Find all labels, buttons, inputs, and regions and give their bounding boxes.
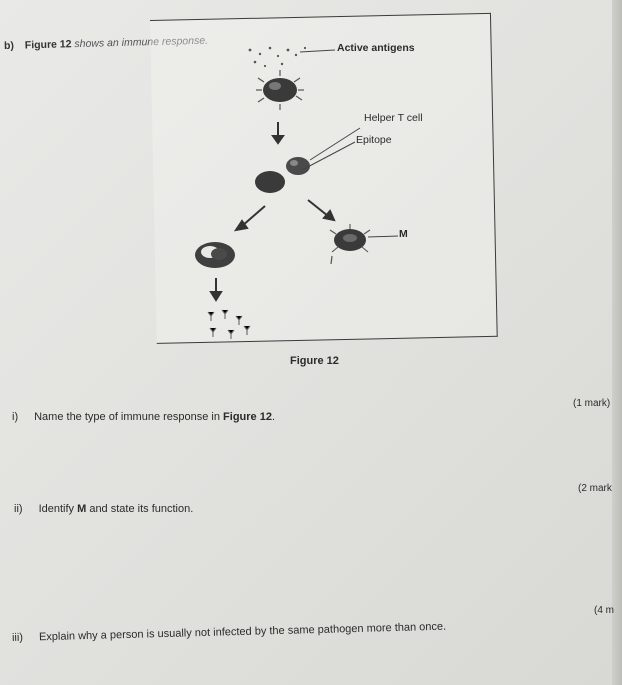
label-epitope: Epitope [356,134,392,146]
question-iii [12,621,446,644]
label-helper-t-cell: Helper T cell [364,112,423,124]
question-ii [14,503,193,515]
marks-i: (1 mark) [573,398,611,409]
arrow-down-2 [211,278,221,300]
question-text-end: . [271,411,276,423]
page-edge [612,0,622,685]
label-m: M [399,228,408,240]
arrow-down-right [308,200,334,220]
immune-response-diagram [150,30,490,350]
question-number: iii) [11,631,24,644]
memory-cell [330,224,370,264]
label-active-antigens: Active antigens [337,42,415,54]
question-number: ii) [14,503,23,515]
marks-iii: (4 m [594,605,614,616]
question-bold-text: Figure 12 [223,411,272,423]
question-label: b) [3,39,15,52]
question-text: Identify [38,503,78,515]
arrow-down-1 [273,122,283,143]
question-text: Explain why a person is usually not infected by the same pathogen more than once. [38,620,447,644]
helper-t-cell-pair [255,157,310,193]
arrow-down-left [236,206,265,230]
antigen-particles [249,47,306,67]
question-bold-text: M [77,503,87,515]
figure-reference: Figure 12 [24,38,72,52]
question-text-end: and state its function. [86,503,194,515]
question-number: i) [12,411,19,423]
antibodies [208,310,250,339]
b-cell-with-antigens [256,70,304,110]
figure-caption: Figure 12 [290,355,339,367]
plasma-cell [195,242,235,268]
marks-ii: (2 mark [578,483,612,494]
intro-text: shows an immune response. [71,34,209,51]
question-text: Name the type of immune response in [34,411,224,423]
question-i [12,411,275,423]
